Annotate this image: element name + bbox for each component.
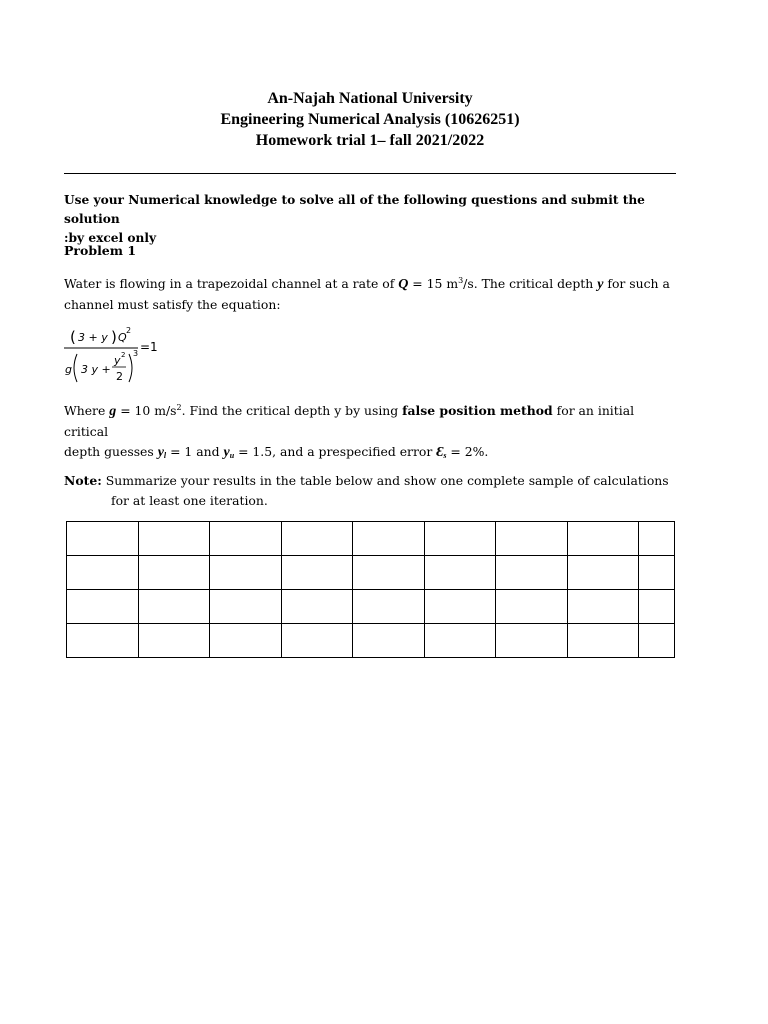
upper-guess-symbol: y	[223, 445, 230, 460]
homework-title: Homework trial 1– fall 2021/2022	[255, 132, 485, 149]
eq-denominator-exponent: 3	[133, 349, 139, 358]
equation-graphic	[62, 324, 182, 394]
table-cell	[67, 624, 139, 658]
given-text: = 1 and	[166, 444, 224, 459]
error-symbol: Ɛ	[436, 445, 444, 460]
table-cell	[282, 556, 353, 590]
eq-numerator-q: Q	[118, 331, 127, 344]
table-cell	[496, 556, 568, 590]
table-cell	[425, 556, 496, 590]
table-cell	[568, 590, 639, 624]
table-cell	[282, 624, 353, 658]
instructions-line-1: Use your Numerical knowledge to solve all of the following questions and submit the solution	[64, 193, 645, 226]
eq-den-right-paren	[129, 354, 132, 382]
error-subscript: s	[443, 451, 447, 460]
table-cell	[568, 522, 639, 556]
table-cell	[139, 590, 210, 624]
lower-guess-symbol: y	[157, 445, 164, 460]
course-title: Engineering Numerical Analysis (10626251)	[220, 111, 520, 128]
note-text-2: for at least one iteration.	[111, 493, 268, 508]
eq-close-paren: )	[111, 328, 117, 346]
document-header	[64, 88, 676, 151]
table-cell	[639, 522, 675, 556]
problem-given	[64, 401, 678, 463]
table-cell	[639, 556, 675, 590]
upper-guess-subscript: u	[229, 451, 235, 460]
problem-title: Problem 1	[64, 243, 137, 258]
table-cell	[496, 522, 568, 556]
table-cell	[282, 522, 353, 556]
given-text: Where	[64, 403, 110, 418]
given-text: for an initial critical	[64, 403, 635, 439]
cube-exponent: 3	[458, 276, 464, 285]
table-cell	[496, 624, 568, 658]
given-text: . Find the critical depth y by using	[181, 403, 403, 418]
eq-denominator-g: g	[65, 363, 72, 376]
critical-depth-equation	[62, 324, 182, 394]
table-cell	[210, 624, 282, 658]
method-name: false position method	[402, 403, 553, 418]
table-row	[67, 522, 675, 556]
table-cell	[282, 590, 353, 624]
given-text: = 1.5, and a prespecified error	[234, 444, 437, 459]
eq-inner-y: y	[114, 354, 121, 367]
given-text: depth guesses	[64, 444, 158, 459]
eq-numerator-exponent: 2	[126, 326, 132, 335]
square-exponent: 2	[176, 403, 182, 412]
table-cell	[67, 590, 139, 624]
eq-open-paren: (	[70, 328, 76, 346]
table-cell	[353, 556, 425, 590]
table-cell	[139, 556, 210, 590]
statement-text: /s. The critical depth	[463, 276, 598, 291]
flow-rate-symbol: Q	[398, 277, 409, 292]
statement-text: Water is flowing in a trapezoidal channel at a rate of	[64, 276, 399, 291]
eq-equals-one: =1	[140, 340, 158, 354]
eq-inner-y-exponent: 2	[121, 351, 126, 359]
given-text: = 10 m/s	[116, 403, 177, 418]
results-table	[66, 521, 675, 658]
lower-guess-subscript: l	[163, 451, 167, 460]
table-cell	[425, 624, 496, 658]
eq-inner-two: 2	[116, 370, 123, 383]
table-cell	[496, 590, 568, 624]
note-paragraph	[64, 471, 676, 511]
instructions-line-2: :by excel only	[64, 231, 157, 245]
note-text-1: Summarize your results in the table below and show one complete sample of calculations	[101, 473, 669, 488]
table-cell	[353, 590, 425, 624]
table-cell	[639, 590, 675, 624]
header-divider	[64, 173, 676, 174]
table-cell	[353, 624, 425, 658]
statement-line-2: channel must satisfy the equation:	[64, 297, 281, 312]
table-cell	[139, 522, 210, 556]
statement-text: for such a	[603, 276, 670, 291]
table-cell	[353, 522, 425, 556]
eq-denominator-term: 3 y +	[81, 363, 111, 376]
depth-symbol: y	[597, 277, 604, 292]
eq-den-left-paren	[74, 354, 77, 382]
table-row	[67, 590, 675, 624]
table-cell	[210, 522, 282, 556]
given-text: = 2%.	[446, 444, 489, 459]
eq-numerator-term: 3 + y	[78, 331, 108, 344]
table-cell	[67, 556, 139, 590]
note-label: Note:	[64, 473, 102, 488]
table-cell	[568, 624, 639, 658]
table-cell	[210, 590, 282, 624]
university-name: An-Najah National University	[267, 90, 473, 107]
problem-statement	[64, 274, 678, 315]
table-cell	[210, 556, 282, 590]
statement-text: = 15 m	[408, 276, 459, 291]
gravity-symbol: g	[109, 404, 117, 419]
table-row	[67, 556, 675, 590]
table-cell	[568, 556, 639, 590]
table-cell	[67, 522, 139, 556]
table-row	[67, 624, 675, 658]
table-cell	[639, 624, 675, 658]
table-cell	[425, 590, 496, 624]
instructions	[64, 191, 680, 248]
table-cell	[139, 624, 210, 658]
table-cell	[425, 522, 496, 556]
results-table-container	[66, 521, 675, 658]
